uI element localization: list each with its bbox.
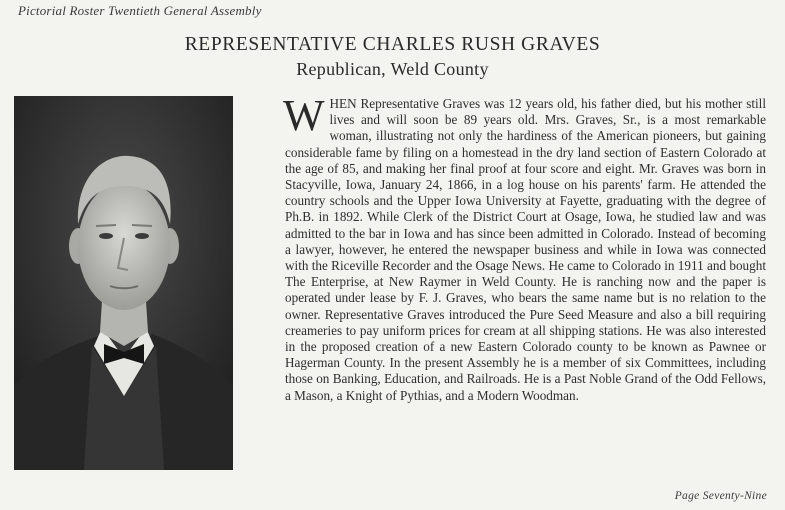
- page-number: Page Seventy-Nine: [674, 490, 767, 502]
- page-title: REPRESENTATIVE CHARLES RUSH GRAVES: [184, 34, 601, 55]
- biography-text: [283, 91, 766, 404]
- drop-cap: W: [283, 91, 325, 140]
- portrait-photo: [14, 96, 233, 470]
- portrait-illustration: [14, 96, 233, 470]
- running-head: Pictorial Roster Twentieth General Assembly: [18, 3, 262, 18]
- biography-body: HEN Representative Graves was 12 years old, his father died, but his mother still lives and will soon be 89 years old. Mrs. Graves, Sr., is a most remarkable woman, illustrating not only the hardiness of the American pioneers, but gaining considerable fame by filing on a homestead in the dry land section of Eastern Colorado at the age of 85, and making her final proof at four score and eight. Mr. Graves was born in Stacyville, Iowa, January 24, 1866, in a log house on his parents' farm. He attended the country schools and the Upper Iowa University at Fayette, graduating with the degree of Ph.B. in 1892. While Clerk of the District Court at Osage, Iowa, he studied law and was admitted to the bar in Iowa and has since been admitted in Colorado. Instead of becoming a lawyer, however, he entered the newspaper business and while in Iowa was connected with the Riceville Recorder and the Osage News. He came to Colorado in 1911 and bought The Enterprise, at New Raymer in Weld County. He is ranching now and the paper is operated under lease by F. J. Graves, who bears the same name but is no relation to the owner. Representative Graves introduced the Pure Seed Measure and also a bill requiring creameries to pay uniform prices for cream at all shipping stations. He was also interested in the proposed creation of a new Eastern Colorado county to be known as Pawnee or Hagerman County. In the present Assembly he is a member of six Committees, including those on Banking, Education, and Railroads. He is a Past Noble Grand of the Odd Fellows, a Mason, a Knight of Pythias, and a Modern Woodman.: [285, 96, 766, 403]
- page-subtitle: Republican, Weld County: [296, 59, 489, 79]
